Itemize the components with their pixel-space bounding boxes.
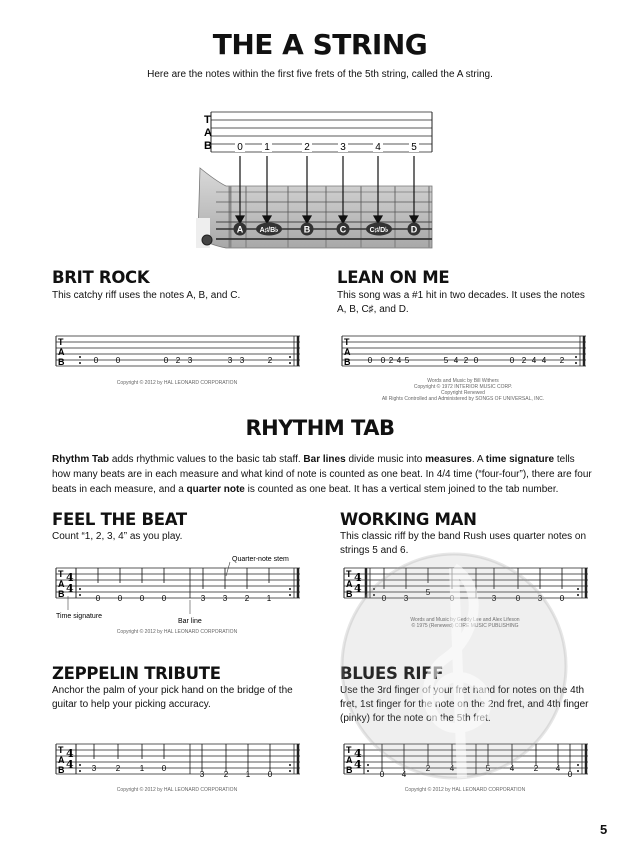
feel-the-beat-title: FEEL THE BEAT [52, 510, 187, 529]
tab-letter-t: T [346, 745, 352, 755]
tab-number: 2 [115, 764, 121, 773]
tab-number: 2 [521, 356, 527, 365]
zeppelin-tribute-title: ZEPPELIN TRIBUTE [52, 664, 221, 683]
tab-letter-t: T [58, 569, 64, 579]
guitar-neck-illustration [196, 168, 432, 248]
bar-line-label: Bar line [178, 618, 202, 625]
tab-number: 5 [443, 356, 449, 365]
term-time-signature: time signature [485, 454, 555, 465]
credit-line: Copyright Renewed [441, 390, 485, 396]
tab-number: 2 [267, 356, 273, 365]
tab-number: 3 [537, 594, 543, 603]
fret-number-0: 0 [237, 142, 243, 153]
tab-number: 2 [559, 356, 565, 365]
tab-number: 5 [425, 588, 431, 597]
tab-number: 0 [567, 770, 573, 779]
blues-riff-tab [338, 740, 592, 780]
tab-letter-b: B [204, 140, 212, 152]
quarter-note-stem-label: Quarter-note stem [232, 556, 289, 563]
note-label-c: C [339, 224, 347, 235]
tab-number: 0 [380, 356, 386, 365]
tab-number: 0 [509, 356, 515, 365]
note-label-c-sharp: C♯/D♭ [369, 227, 389, 234]
rhythm-tab-text: Rhythm Tab adds rhythmic values to the basic tab staff. Bar lines divide music into measures. A time signature tells how many beats are in each measure and what kind of note is counted as one beat. In 4/4 time (“four-four”), there are four beats in each measure, and a quarter note is counted as one beat. It has a vertical stem joined to the tab number. [52, 454, 592, 495]
brit-rock-title: BRIT ROCK [52, 268, 150, 287]
term-measures: measures [425, 454, 472, 465]
tab-letter-b: B [58, 589, 65, 599]
intro-text: Here are the notes within the first five frets of the 5th string, called the A string. [147, 69, 493, 80]
time-signature-label: Time signature [56, 613, 103, 620]
tab-number: 2 [463, 356, 469, 365]
tab-number: 2 [175, 356, 181, 365]
tab-number: 0 [559, 594, 565, 603]
tab-number: 0 [379, 770, 385, 779]
note-label-d: D [410, 224, 418, 235]
brit-rock-tab [50, 334, 304, 372]
tab-letter-b: B [344, 357, 351, 367]
tab-number: 5 [404, 356, 410, 365]
tab-number: 2 [223, 770, 229, 779]
working-man-desc: This classic riff by the band Rush uses quarter notes on strings 5 and 6. [340, 531, 587, 556]
lean-on-me-credits [338, 378, 588, 402]
tab-letter-a: A [346, 755, 353, 765]
tab-letter-t: T [204, 114, 211, 126]
tab-number: 2 [533, 764, 539, 773]
credit-line: © 1975 (Renewed) CORE MUSIC PUBLISHING [411, 623, 519, 629]
tab-number: 0 [117, 594, 123, 603]
tab-number: 2 [425, 764, 431, 773]
tab-number: 1 [139, 764, 145, 773]
note-label-a-sharp: A♯/B♭ [259, 227, 279, 234]
a-string-diagram [196, 106, 446, 256]
feel-the-beat-desc: Count “1, 2, 3, 4” as you play. [52, 531, 183, 542]
lean-on-me-title: LEAN ON ME [337, 268, 450, 287]
blues-riff-desc: Use the 3rd finger of your fret hand for notes on the 4th fret, 1st finger for the note on the 2nd fret, and 4th finger (pinky) for the note on the 5th fret. [340, 685, 589, 724]
tab-number: 4 [509, 764, 515, 773]
zeppelin-tribute-copyright: Copyright © 2012 by HAL LEONARD CORPORATION [116, 787, 238, 793]
time-sig-bottom: 4 [354, 758, 362, 771]
page-title: THE A STRING [212, 28, 428, 61]
time-sig-bottom: 4 [66, 758, 74, 771]
tab-letter-b: B [58, 357, 65, 367]
zeppelin-tribute-tab [50, 740, 304, 780]
term-rhythm-tab: Rhythm Tab [52, 454, 110, 465]
tab-number: 0 [115, 356, 121, 365]
tab-number: 2 [388, 356, 394, 365]
tab-letter-a: A [58, 755, 65, 765]
tab-number: 4 [531, 356, 537, 365]
tab-number: 4 [555, 764, 561, 773]
zeppelin-tribute-desc: Anchor the palm of your pick hand on the bridge of the guitar to help your picking accuracy. [52, 685, 293, 710]
note-label-b: B [303, 224, 311, 235]
tab-number: 0 [473, 356, 479, 365]
tab-letter-t: T [346, 569, 352, 579]
tab-number: 0 [161, 764, 167, 773]
working-man-credits [340, 617, 590, 629]
credit-line: Copyright © 1972 INTERIOR MUSIC CORP. [413, 384, 513, 390]
tab-number: 3 [403, 594, 409, 603]
tab-number: 3 [187, 356, 193, 365]
tab-number: 3 [199, 770, 205, 779]
credit-line: Words and Music by Geddy Lee and Alex Lifeson [410, 617, 520, 623]
feel-the-beat-tab [50, 552, 304, 634]
rhythm-tab-title: RHYTHM TAB [245, 416, 395, 440]
tab-number: 0 [515, 594, 521, 603]
time-sig-top: 4 [66, 571, 74, 584]
tab-number: 0 [367, 356, 373, 365]
tab-number: 4 [449, 764, 455, 773]
tab-number: 4 [396, 356, 402, 365]
tab-number: 0 [163, 356, 169, 365]
blues-riff-copyright: Copyright © 2012 by HAL LEONARD CORPORATION [404, 787, 526, 793]
tab-letter-t: T [58, 745, 64, 755]
tab-number: 4 [453, 356, 459, 365]
tab-letter-b: B [346, 765, 353, 775]
tab-number: 0 [95, 594, 101, 603]
brit-rock-copyright: Copyright © 2012 by HAL LEONARD CORPORATION [116, 380, 238, 386]
fret-number-2: 2 [304, 142, 310, 153]
time-sig-bottom: 4 [66, 582, 74, 595]
time-sig-top: 4 [66, 747, 74, 760]
working-man-title: WORKING MAN [340, 510, 477, 529]
tab-number: 0 [161, 594, 167, 603]
tab-letter-a: A [204, 127, 212, 139]
tab-number: 4 [401, 770, 407, 779]
tab-letter-b: B [346, 589, 353, 599]
tab-number: 3 [491, 594, 497, 603]
lean-on-me-tab [336, 334, 590, 372]
tab-letter-t: T [58, 337, 64, 347]
tab-number: 3 [222, 594, 228, 603]
tab-number: 5 [485, 764, 491, 773]
blues-riff-title: BLUES RIFF [340, 664, 444, 683]
tab-number: 0 [449, 594, 455, 603]
tab-number: 4 [541, 356, 547, 365]
fret-number-3: 3 [340, 142, 346, 153]
credit-line: Words and Music by Bill Withers [427, 378, 499, 384]
tab-number: 0 [93, 356, 99, 365]
tab-letter-a: A [58, 579, 65, 589]
fret-number-4: 4 [375, 142, 381, 153]
tab-number: 3 [239, 356, 245, 365]
tab-number: 1 [266, 594, 272, 603]
credit-line: All Rights Controlled and Administered by SONGS OF UNIVERSAL, INC. [381, 396, 545, 402]
time-sig-top: 4 [354, 747, 362, 760]
feel-the-beat-copyright: Copyright © 2012 by HAL LEONARD CORPORATION [116, 629, 238, 635]
tab-number: 3 [227, 356, 233, 365]
tab-number: 0 [381, 594, 387, 603]
tab-letter-a: A [58, 347, 65, 357]
tab-number: 2 [244, 594, 250, 603]
fret-number-5: 5 [411, 142, 417, 153]
note-label-a: A [236, 224, 244, 235]
lean-on-me-desc: This song was a #1 hit in two decades. It uses the notes A, B, C♯, and D. [337, 290, 585, 315]
tab-letter-a: A [344, 347, 351, 357]
time-sig-bottom: 4 [354, 582, 362, 595]
tab-letter-b: B [58, 765, 65, 775]
time-sig-top: 4 [354, 571, 362, 584]
tab-letter-a: A [346, 579, 353, 589]
page-number: 5 [600, 822, 608, 837]
tab-number: 0 [267, 770, 273, 779]
tab-number: 1 [245, 770, 251, 779]
tab-number: 0 [139, 594, 145, 603]
brit-rock-desc: This catchy riff uses the notes A, B, and C. [52, 290, 241, 301]
tab-number: 3 [91, 764, 97, 773]
fret-number-1: 1 [264, 142, 270, 153]
term-bar-lines: Bar lines [303, 454, 346, 465]
working-man-tab [338, 564, 592, 604]
term-quarter-note: quarter note [186, 484, 245, 495]
tab-number: 3 [200, 594, 206, 603]
tab-letter-t: T [344, 337, 350, 347]
